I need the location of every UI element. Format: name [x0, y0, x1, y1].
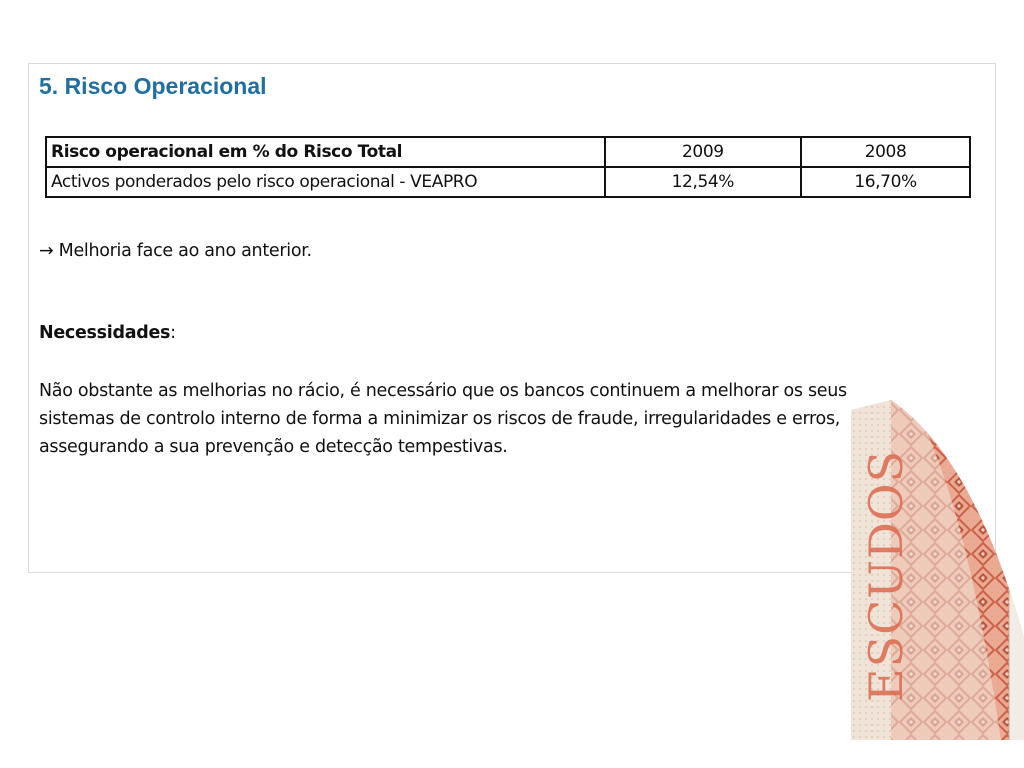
arrow-right-icon: →: [39, 241, 54, 261]
needs-heading: [39, 323, 176, 343]
table-row: [46, 167, 970, 197]
paragraph-line: Não obstante as melhorias no rácio, é necessário que os bancos continuem a melhorar os seus: [39, 381, 847, 401]
table-header-cell: 2008: [801, 137, 970, 167]
needs-label: Necessidades: [39, 323, 171, 343]
table-cell: 12,54%: [605, 167, 802, 197]
banknote-escudos-text: ESCUDOS: [859, 449, 913, 702]
needs-paragraph: [39, 377, 939, 461]
escudos-banknote-image: [851, 398, 1024, 740]
table-cell: 16,70%: [801, 167, 970, 197]
table-header-cell: 2009: [605, 137, 802, 167]
risk-table: [45, 136, 971, 198]
paragraph-line: assegurando a sua prevenção e detecção tempestivas.: [39, 437, 508, 457]
table-header-cell: Risco operacional em % do Risco Total: [46, 137, 605, 167]
improvement-text: Melhoria face ao ano anterior.: [58, 241, 312, 261]
table-cell: Activos ponderados pelo risco operacional - VEAPRO: [46, 167, 605, 197]
improvement-line: [39, 241, 312, 261]
page-title: 5. Risco Operacional: [39, 73, 267, 99]
paragraph-line: sistemas de controlo interno de forma a minimizar os riscos de fraude, irregularidades e erros,: [39, 409, 841, 429]
needs-colon: :: [170, 323, 176, 343]
table-header-row: [46, 137, 970, 167]
